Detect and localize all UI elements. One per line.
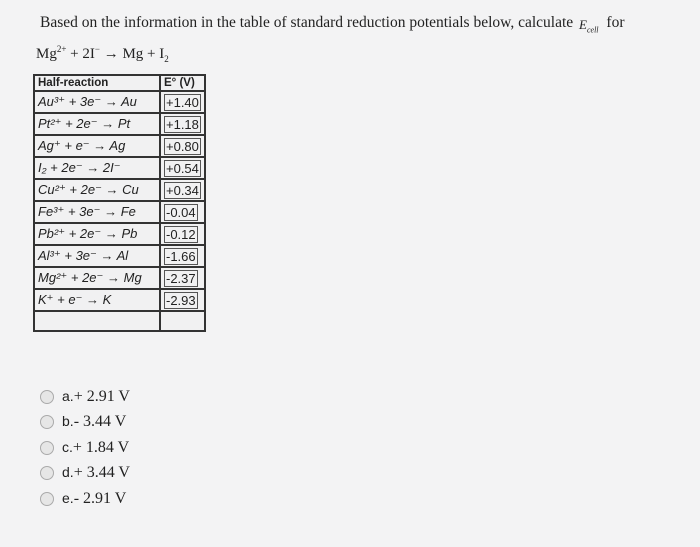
half-reaction-cell: I₂ + 2e⁻ → 2I⁻ (34, 157, 160, 179)
half-reaction-cell: Fe³⁺ + 3e⁻ → Fe (34, 201, 160, 223)
table-row (34, 289, 205, 311)
option-value: - 2.91 V (73, 489, 127, 507)
half-reaction-cell: Mg²⁺ + 2e⁻ → Mg (34, 267, 160, 289)
half-reaction-cell: Cu²⁺ + 2e⁻ → Cu (34, 179, 160, 201)
option-value: - 3.44 V (73, 413, 127, 431)
radio-button[interactable] (40, 492, 54, 506)
iodine-subscript: 2 (164, 54, 169, 64)
potential-cell: +0.34 (160, 179, 205, 201)
option-value: + 1.84 V (72, 438, 130, 456)
empty-cell (160, 311, 205, 331)
option-d[interactable] (40, 461, 130, 487)
option-c[interactable] (40, 435, 130, 461)
radio-button[interactable] (40, 441, 54, 455)
table-row (34, 201, 205, 223)
half-reaction-cell: Ag⁺ + e⁻ → Ag (34, 135, 160, 157)
for-word: for (606, 14, 625, 31)
table-row (34, 245, 205, 267)
potential-cell: -1.66 (160, 245, 205, 267)
ecell-subscript: cell (586, 25, 599, 35)
potential-cell: -2.93 (160, 289, 205, 311)
option-value: + 2.91 V (73, 387, 130, 405)
reduction-potential-table (33, 74, 206, 332)
radio-button[interactable] (40, 415, 54, 429)
option-value: + 3.44 V (73, 464, 130, 482)
mg-charge: 2+ (56, 44, 67, 54)
potential-cell: -0.12 (160, 223, 205, 245)
question-text: Based on the information in the table of standard reduction potentials below, calculate (40, 14, 574, 31)
half-reaction-cell: K⁺ + e⁻ → K (34, 289, 160, 311)
option-a[interactable] (40, 384, 130, 410)
potential-cell: -2.37 (160, 267, 205, 289)
potential-cell: +0.80 (160, 135, 205, 157)
potential-cell: +1.18 (160, 113, 205, 135)
iodide-charge: − (94, 44, 100, 54)
potential-cell: +0.54 (160, 157, 205, 179)
option-letter: a. (62, 387, 74, 404)
table-row (34, 179, 205, 201)
header-e-standard: E° (V) (160, 75, 205, 91)
option-letter: b. (62, 413, 74, 430)
half-reaction-cell: Au³⁺ + 3e⁻ → Au (34, 91, 160, 113)
table-row (34, 157, 205, 179)
option-letter: e. (62, 489, 74, 506)
table-row (34, 113, 205, 135)
radio-button[interactable] (40, 466, 54, 480)
question-prompt (40, 14, 680, 33)
empty-table-row (34, 311, 205, 331)
option-e[interactable] (40, 486, 130, 512)
option-letter: d. (62, 464, 74, 481)
answer-options (40, 384, 130, 512)
potential-cell: +1.40 (160, 91, 205, 113)
radio-button[interactable] (40, 390, 54, 404)
half-reaction-cell: Al³⁺ + 3e⁻ → Al (34, 245, 160, 267)
option-b[interactable] (40, 410, 130, 436)
table-row (34, 135, 205, 157)
half-reaction-cell: Pt²⁺ + 2e⁻ → Pt (34, 113, 160, 135)
table-header-row (34, 75, 205, 91)
header-half-reaction: Half-reaction (34, 75, 160, 91)
half-reaction-cell: Pb²⁺ + 2e⁻ → Pb (34, 223, 160, 245)
option-letter: c. (62, 438, 73, 455)
table-row (34, 223, 205, 245)
table-row (34, 91, 205, 113)
ecell-symbol: $E_{cell}$ (579, 17, 599, 35)
empty-cell (34, 311, 160, 331)
potential-cell: -0.04 (160, 201, 205, 223)
overall-reaction: $Mg^{2+} + 2I^- \to Mg + I_2$ (36, 44, 169, 64)
table-row (34, 267, 205, 289)
